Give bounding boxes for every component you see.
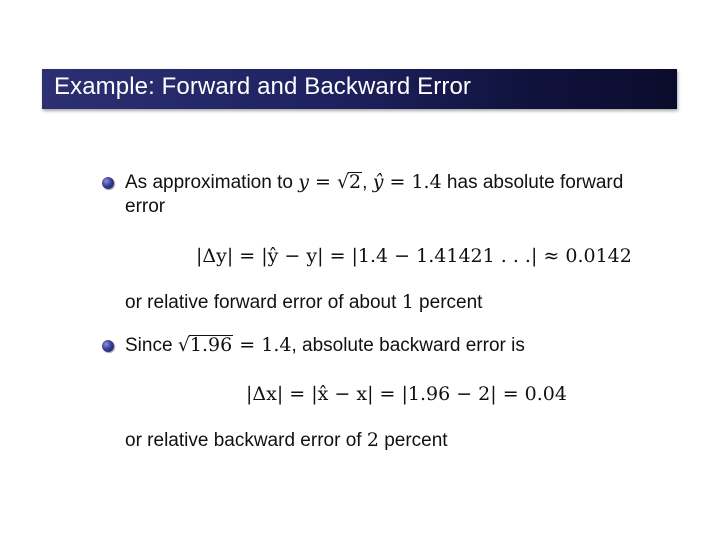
bullet2-line1 [125, 334, 525, 357]
bullet1-text-a: As approximation to [125, 172, 299, 193]
bullet2-text-c-a: or relative backward error of [125, 430, 367, 451]
bullet1-math-y: y [298, 171, 309, 193]
bullet1-comma: , [362, 172, 373, 193]
bullet-icon [102, 340, 114, 352]
bullet1-text-d-num: 1 [401, 291, 414, 313]
bullet2-text-c-num: 2 [366, 429, 379, 451]
bullet1-math-yhat: ŷ [372, 171, 384, 193]
bullet1-text-d-b: percent [413, 292, 483, 313]
bullet2-math-eq: = 1.4 [233, 334, 292, 356]
bullet1-text-b: has absolute forward [441, 172, 624, 193]
bullet-icon [102, 177, 114, 189]
bullet1-line2: error [125, 196, 166, 217]
bullet2-line2 [125, 429, 448, 452]
bullet2-text-a: Since [125, 335, 178, 356]
sqrt-sign: √ [177, 334, 190, 356]
sqrt-sign: √ [336, 171, 350, 193]
bullet1-sqrt-arg: 2 [349, 171, 362, 193]
bullet1-math-val: = 1.4 [383, 171, 442, 193]
forward-error-equation: |Δy| = |ŷ − y| = |1.4 − 1.41421 . . .| ≈ 0.0142 [196, 245, 632, 267]
title-bar [42, 69, 677, 109]
bullet2-sqrt-arg: 1.96 [189, 334, 233, 356]
backward-error-equation: |Δx| = |x̂ − x| = |1.96 − 2| = 0.04 [246, 383, 567, 405]
bullet1-math-eq: = [308, 171, 337, 193]
bullet1-line3 [125, 291, 482, 314]
bullet1-text-d-a: or relative forward error of about [125, 292, 402, 313]
bullet2-text-b: , absolute backward error is [291, 335, 525, 356]
bullet1-line1 [125, 171, 623, 194]
slide-title: Example: Forward and Backward Error [54, 73, 471, 100]
bullet2-text-c-b: percent [378, 430, 448, 451]
